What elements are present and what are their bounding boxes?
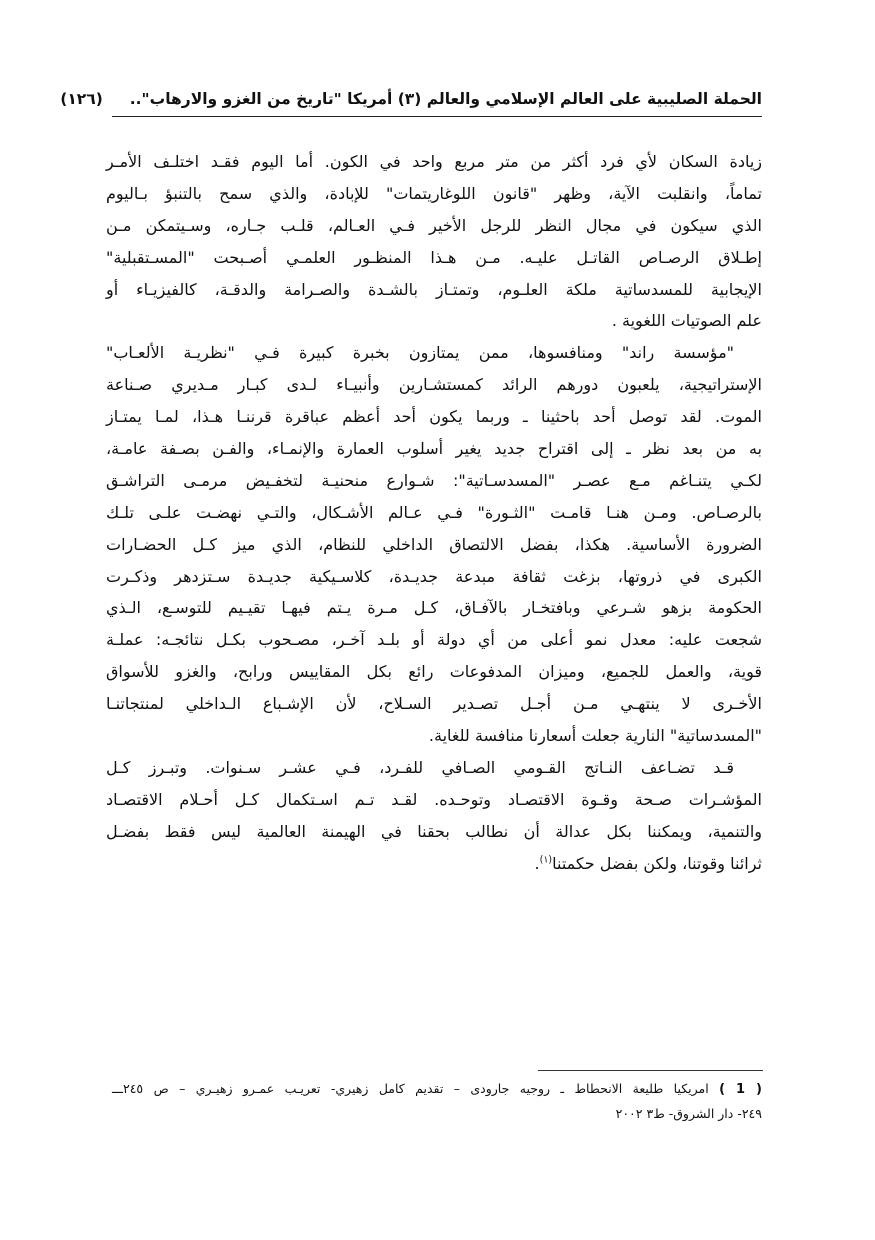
text-line: الإستراتيجية، يلعبون دورهم الرائد كمستشـارين وأنبيـاء لـدى كبـار مـديري صـناعة [106, 375, 762, 395]
text-line: "مؤسسة راند" ومنافسوها، ممن يمتازون بخبرة كبيرة فـي "نظريـة الألعـاب" [106, 343, 734, 363]
footnote-line: ٢٤٩- دار الشروق- ط٣ ٢٠٠٢ [615, 1106, 762, 1121]
text-line: به من بعد نظر ـ إلى اقتراح جديد يغير أسلوب العمارة والإنمـاء، والفـن بصـفة عامـة، [106, 439, 762, 459]
text-line: قـد تضـاعف النـاتج القـومي الصـافي للفـرد، فـي عشـر سـنوات. وتبـرز كـل [106, 757, 734, 777]
text-line: المؤشـرات صـحة وقـوة الاقتصـاد وتوحـده. لقـد تـم اسـتكمال كـل أحـلام الاقتصـاد [106, 789, 762, 809]
text-line: زيادة السكان لأي فرد أكثر من متر مربع واحد في الكون. أما اليوم فقـد اختلـف الأمـر [106, 152, 762, 171]
text-line: الذي سيكون في مجال النظر للرجل الأخير فـي العـالم، قلـب جـاره، وسـيتمكن مـن [106, 215, 762, 235]
text-line: شجعت عليه: معدل نمو أعلى من أي دولة أو بلـد آخـر، مصـحوب بكـل نتائجـه: عملـة [106, 630, 762, 650]
text-line: الموت. لقد توصل أحد باحثينا ـ وربما يكون أحد أعظم عباقرة قرننـا هـذا، لمـا يمتـاز [106, 407, 762, 427]
paragraph-3 [106, 752, 762, 880]
footnote-line [112, 1076, 762, 1101]
footnote-text: امريكيا طليعة الانحطاط ـ روجيه جارودى – تقديم كامل زهيري- تعريـب عمـرو زهيـري – ص ٢٤٥ـــ [112, 1081, 709, 1096]
text-line: الكبرى في ذروتها، بزغت ثقافة مبدعة جديـدة، كلاسـيكية جديـدة سـتزدهر وذكـرت [106, 566, 762, 586]
text-line: والتنمية، ويمكننا بكل عدالة أن نطالب بحقنا في الهيمنة العالمية ليس فقط بفضـل [106, 821, 762, 841]
text-line: الإيجابية للمسدساتية ملكة العلـوم، وتمتـاز بالشـدة والصـرامة والدقـة، كالفيزيـاء أو [106, 279, 762, 299]
text-line: علم الصوتيات اللغوية . [611, 311, 762, 331]
footnote-mark: ( 1 ) [719, 1082, 762, 1097]
final-line-text: ثرائنا وقوتنا، ولكن بفضل حكمتنا [552, 853, 762, 873]
page-number: (١٢٦) [60, 90, 103, 108]
final-punctuation: . [534, 853, 540, 873]
text-line: إطـلاق الرصـاص القاتـل عليـه. مـن هـذا المنظـور العلمـي أصـبحت "المسـتقبلية" [106, 247, 762, 267]
body-text [106, 146, 762, 879]
footnote-reference[interactable]: (١) [539, 854, 553, 866]
text-line: "المسدساتية" النارية جعلت أسعارنا منافسة للغاية. [428, 726, 762, 746]
text-line: لكـي يتنـاغم مـع عصـر "المسدسـاتية": شـوارع منحنيـة لتخفـيض مرمـى التراشـق [106, 470, 762, 490]
header-title-text: الحملة الصليبية على العالم الإسلامي والعالم (٣) أمريكا "تاريخ من الغزو والارهاب".. [129, 90, 762, 108]
text-line: الحكومة بزهو شـرعي وبافتخـار بالآفـاق، كـل مـرة يـتم فيهـا تقيـيم للتوسـع، الـذي [106, 598, 762, 618]
running-header [60, 86, 762, 117]
footnotes [112, 1076, 762, 1126]
footnote-separator [538, 1070, 763, 1071]
paragraph-1 [106, 146, 762, 337]
text-line: الأخـرى لا ينتهـي مـن أجـل تصـدير السـلاح، لأن الإشـباع الـداخلي لمنتجاتنـا [106, 694, 762, 714]
text-line: الضرورة الأساسية. هكذا، بفضل الالتصاق الداخلي للنظام، الذي ميز كـل الحضـارات [106, 534, 762, 554]
text-line: تماماً، وانقلبت الآية، وظهر "قانون اللوغاريتمات" للإبادة، والذي سمح بالتنبؤ بـاليوم [106, 183, 762, 203]
text-line: بالرصـاص. ومـن هنـا قامـت "الثـورة" فـي عـالم الأشـكال، والتـي نهضـت علـى تلـك [106, 502, 762, 522]
text-line-final [106, 848, 762, 880]
text-line: قوية، والعمل للجميع، وميزان المدفوعات رائع بكل المقاييس ورابح، والغزو للأسواق [106, 662, 762, 682]
paragraph-2 [106, 337, 762, 752]
header-title [60, 90, 762, 108]
